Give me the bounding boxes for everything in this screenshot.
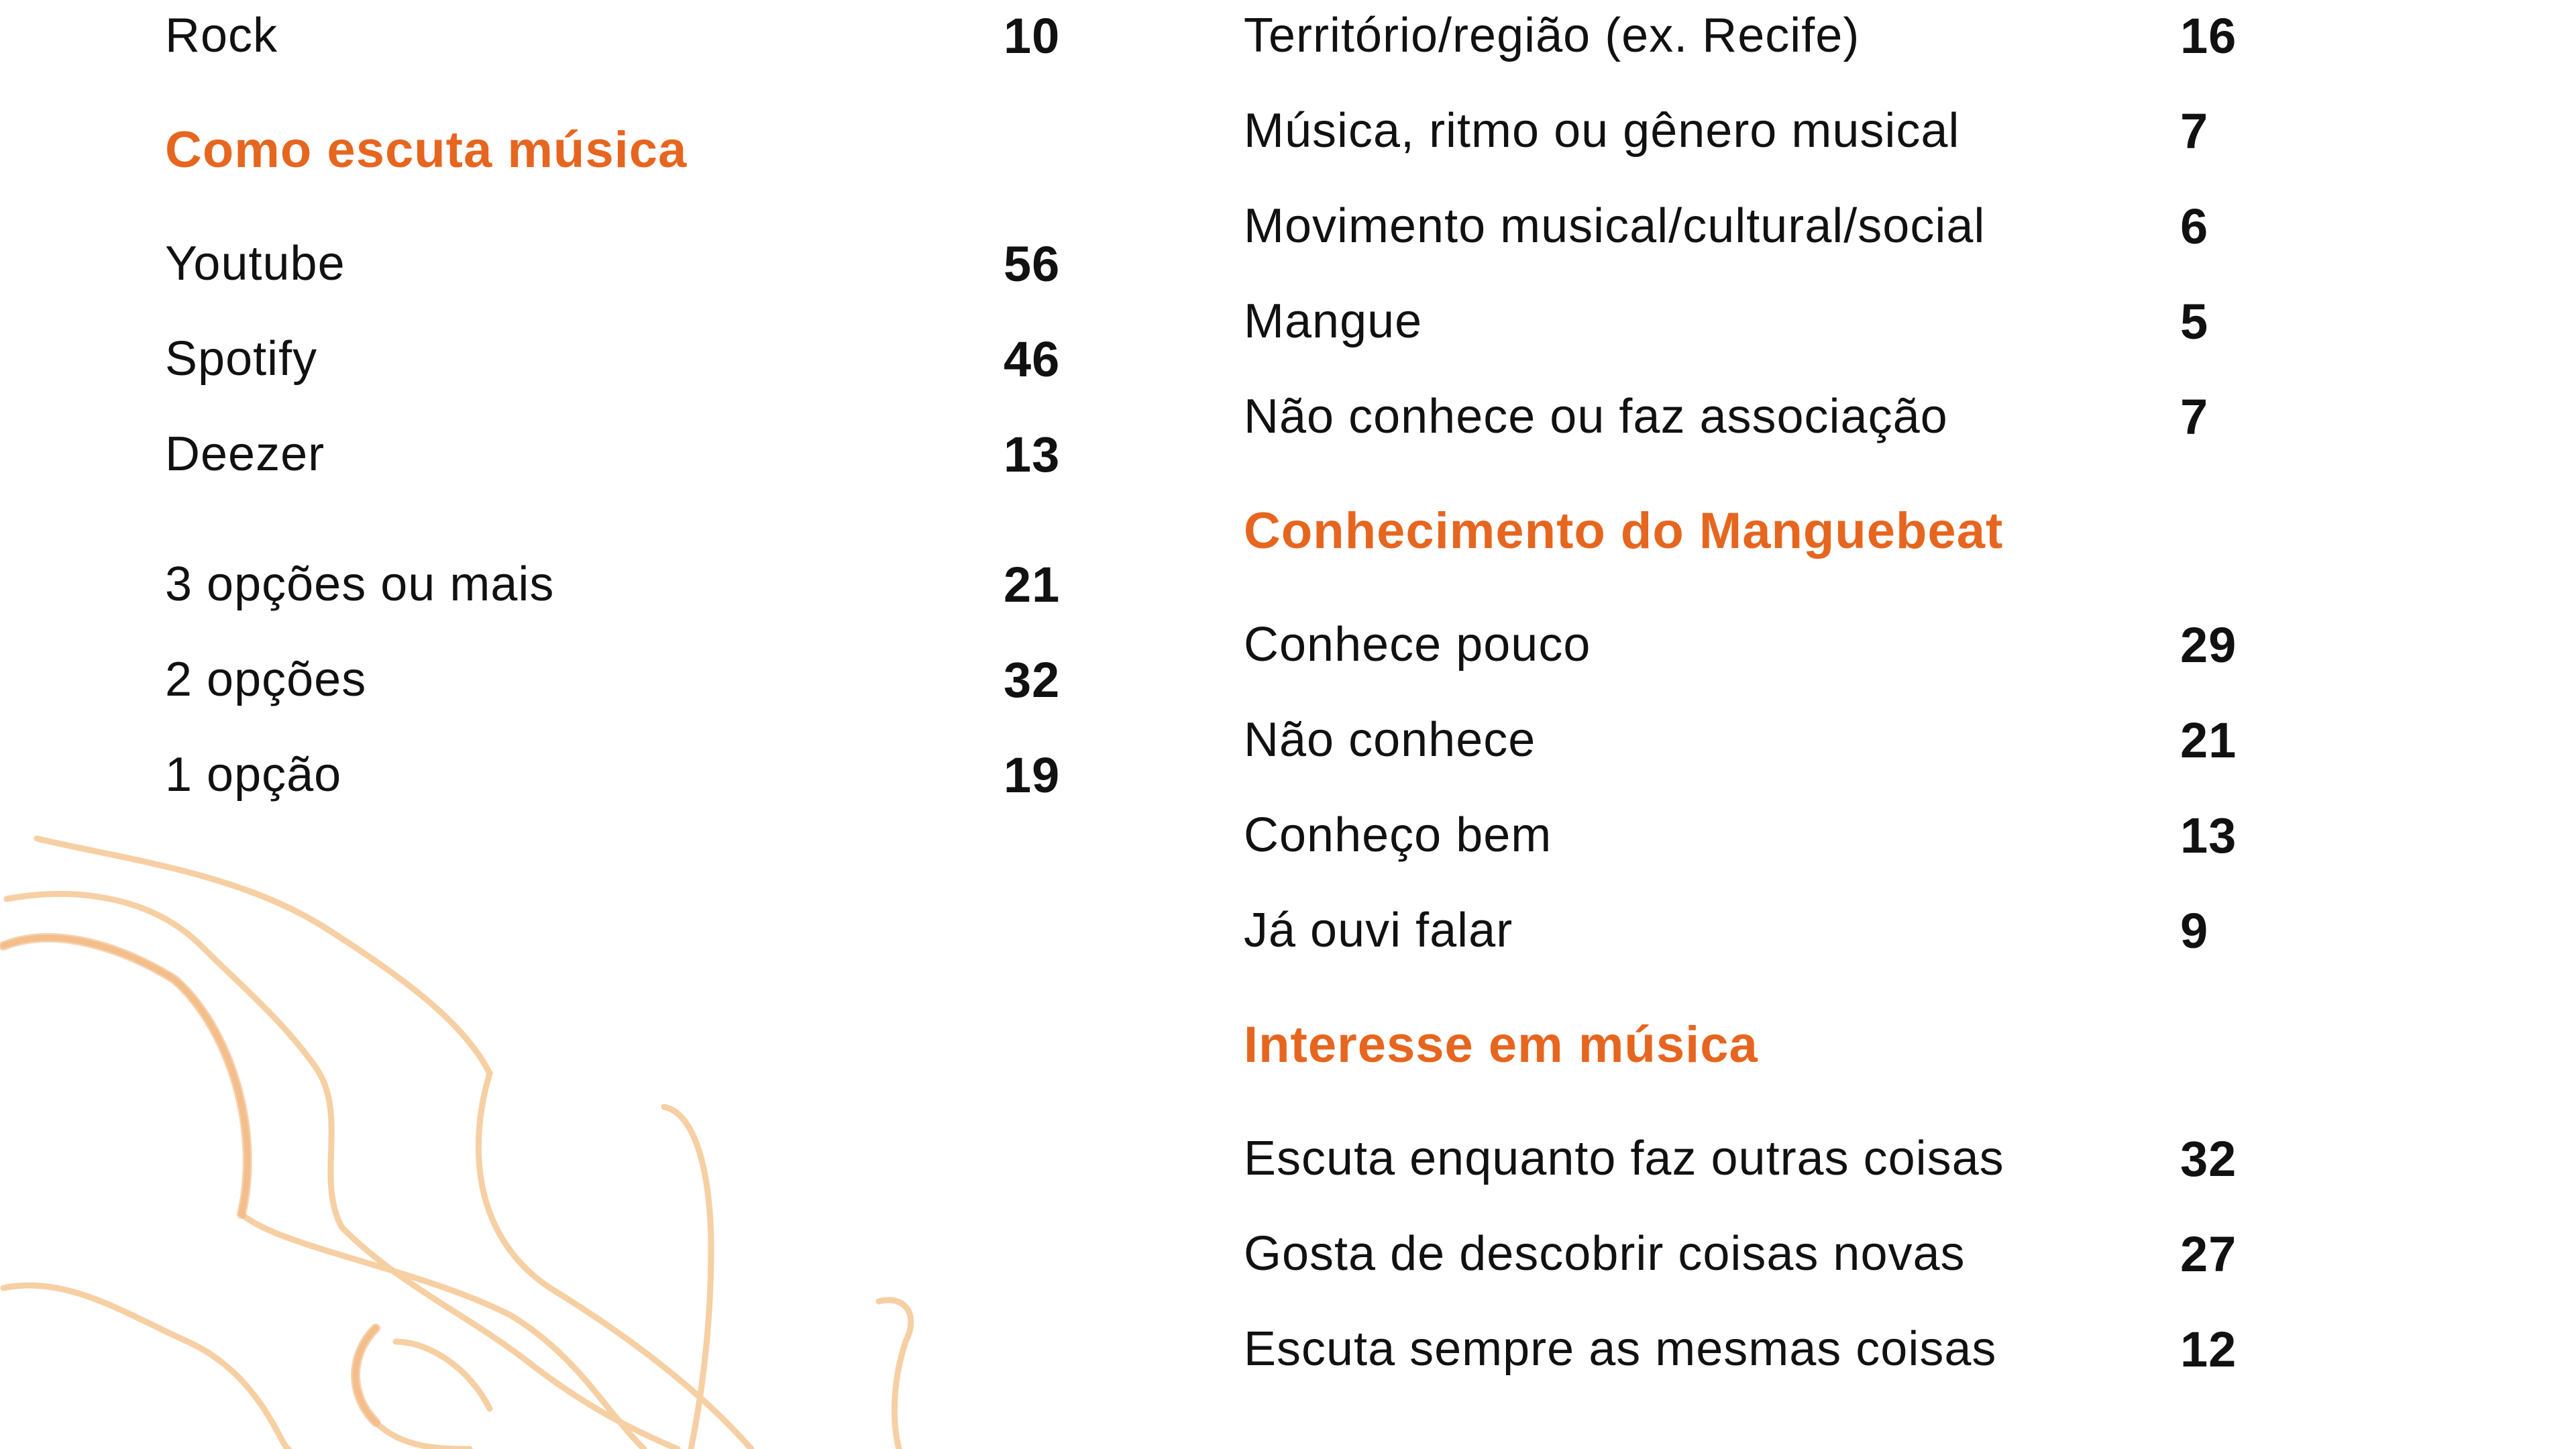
item-label: Escuta sempre as mesmas coisas [1244, 1322, 1997, 1376]
item-value: 19 [1004, 747, 1061, 803]
item-label: Gosta de descobrir coisas novas [1244, 1227, 1966, 1281]
list-item [165, 728, 1061, 822]
item-value: 6 [2180, 198, 2209, 254]
item-label: Conhece pouco [1244, 618, 1591, 672]
item-label: Mangue [1244, 294, 1423, 348]
list-item [1244, 370, 2209, 464]
item-label: Movimento musical/cultural/social [1244, 199, 1986, 253]
item-label: 1 opção [165, 748, 342, 802]
item-value: 9 [2180, 902, 2209, 959]
item-value: 56 [1004, 235, 1061, 292]
list-item [1244, 1302, 2237, 1396]
item-label: Música, ritmo ou gênero musical [1244, 104, 1960, 158]
section-title-como-escuta: Como escuta música [165, 121, 688, 178]
item-label: Spotify [165, 332, 318, 386]
item-label: Já ouvi falar [1244, 904, 1513, 957]
item-value: 10 [1004, 7, 1061, 64]
item-label: Não conhece [1244, 713, 1536, 767]
section-title-conhecimento: Conhecimento do Manguebeat [1244, 502, 2004, 559]
item-value: 5 [2180, 293, 2209, 350]
item-value: 21 [1004, 556, 1061, 612]
section-title-interesse: Interesse em música [1244, 1016, 1758, 1073]
list-item [1244, 693, 2237, 787]
item-label: Escuta enquanto faz outras coisas [1244, 1132, 2004, 1185]
item-value: 7 [2180, 388, 2209, 445]
item-label: 2 opções [165, 653, 367, 706]
item-label: Não conhece ou faz associação [1244, 390, 1948, 443]
item-value: 29 [2180, 616, 2237, 673]
item-label: Deezer [165, 427, 325, 481]
decorative-contour-lines [0, 805, 939, 1449]
list-item [1244, 179, 2209, 273]
item-value: 32 [1004, 651, 1061, 708]
list-item [1244, 788, 2237, 882]
item-label: Território/região (ex. Recife) [1244, 9, 1860, 62]
item-label: Rock [165, 9, 278, 62]
item-label: Youtube [165, 237, 345, 290]
list-item [1244, 84, 2209, 178]
item-value: 21 [2180, 712, 2237, 768]
list-item [1244, 598, 2237, 692]
item-value: 46 [1004, 331, 1061, 387]
item-value: 16 [2180, 7, 2237, 64]
item-value: 27 [2180, 1226, 2237, 1282]
item-label: Conheço bem [1244, 808, 1552, 862]
list-item [165, 0, 1061, 83]
item-value: 12 [2180, 1321, 2237, 1377]
list-item [1244, 1207, 2237, 1301]
list-item [165, 633, 1061, 727]
list-item [1244, 274, 2209, 368]
item-value: 13 [1004, 426, 1061, 482]
list-item [1244, 883, 2209, 977]
list-item [165, 537, 1061, 631]
list-item [165, 407, 1061, 501]
item-label: 3 opções ou mais [165, 557, 555, 611]
item-value: 13 [2180, 807, 2237, 863]
list-item [1244, 1112, 2237, 1205]
list-item [165, 312, 1061, 406]
item-value: 32 [2180, 1130, 2237, 1187]
list-item [165, 217, 1061, 311]
list-item [1244, 0, 2237, 83]
item-value: 7 [2180, 103, 2209, 159]
